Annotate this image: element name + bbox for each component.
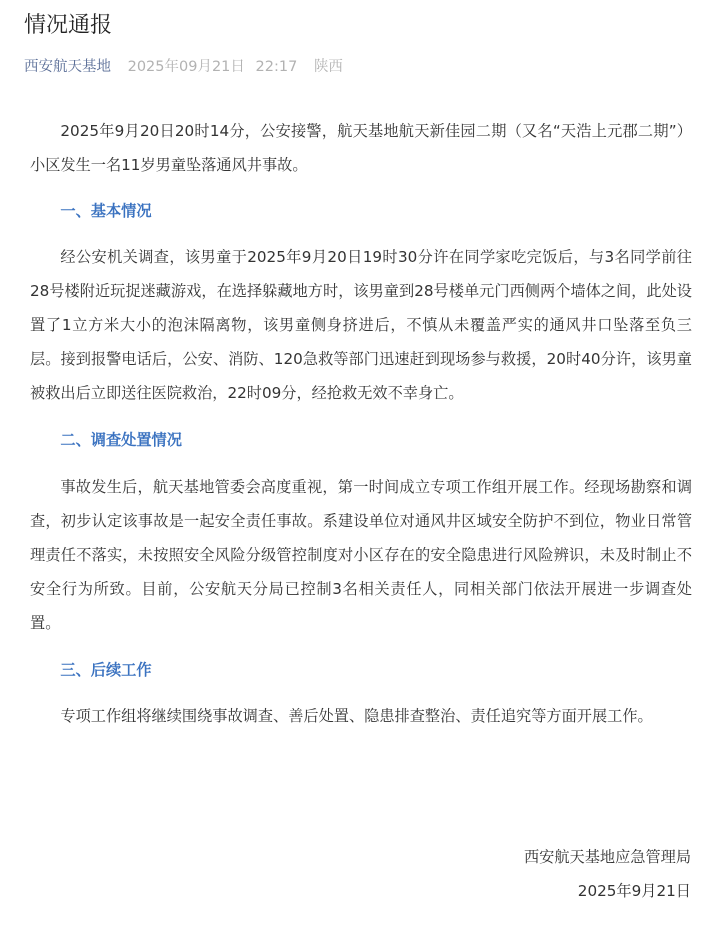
signature-block <box>524 840 691 908</box>
publish-date: 2025年09月21日 <box>127 59 245 75</box>
section-heading-investigation: 二、调查处置情况 <box>60 431 182 449</box>
article-meta <box>24 56 355 78</box>
publish-time: 22:17 <box>255 59 298 75</box>
account-name-link[interactable]: 西安航天基地 <box>24 59 111 75</box>
follow-up-paragraph: 专项工作组将继续围绕事故调查、善后处置、隐患排查整治、责任追究等方面开展工作。 <box>60 707 653 725</box>
article-title: 情况通报 <box>24 13 113 38</box>
basic-info-paragraph: 经公安机关调查，该男童于2025年9月20日19时30分许在同学家吃完饭后，与3名同学前往28号楼附近玩捉迷藏游戏，在选择躲藏地方时，该男童到28号楼单元门西侧两个墙体之间，此处设置了1立方米大小的泡沫隔离物，该男童侧身挤进后，不慎从未覆盖严实的通风井口坠落至负三层。接到报警电话后，公安、消防、120急救等部门迅速赶到现场参与救援，20时40分许，该男童被救出后立即送往医院救治，22时09分，经抢救无效不幸身亡。 <box>30 248 692 402</box>
section-heading-basic-info: 一、基本情况 <box>60 202 152 220</box>
investigation-paragraph: 事故发生后，航天基地管委会高度重视，第一时间成立专项工作组开展工作。经现场勘察和调查，初步认定该事故是一起安全责任事故。系建设单位对通风井区域安全防护不到位，物业日常管理责任不落实，未按照安全风险分级管控制度对小区存在的安全隐患进行风险辨识，未及时制止不安全行为所致。目前，公安航天分局已控制3名相关责任人，同相关部门依法开展进一步调查处置。 <box>30 478 692 632</box>
article-body <box>30 114 692 733</box>
intro-paragraph: 2025年9月20日20时14分，公安接警，航天基地航天新佳园二期（又名“天浩上元郡二期”）小区发生一名11岁男童坠落通风井事故。 <box>30 122 692 174</box>
section-heading-follow-up: 三、后续工作 <box>60 661 152 679</box>
publish-location: 陕西 <box>313 59 343 75</box>
signature-org: 西安航天基地应急管理局 <box>523 848 691 866</box>
signature-date: 2025年9月21日 <box>577 882 691 900</box>
